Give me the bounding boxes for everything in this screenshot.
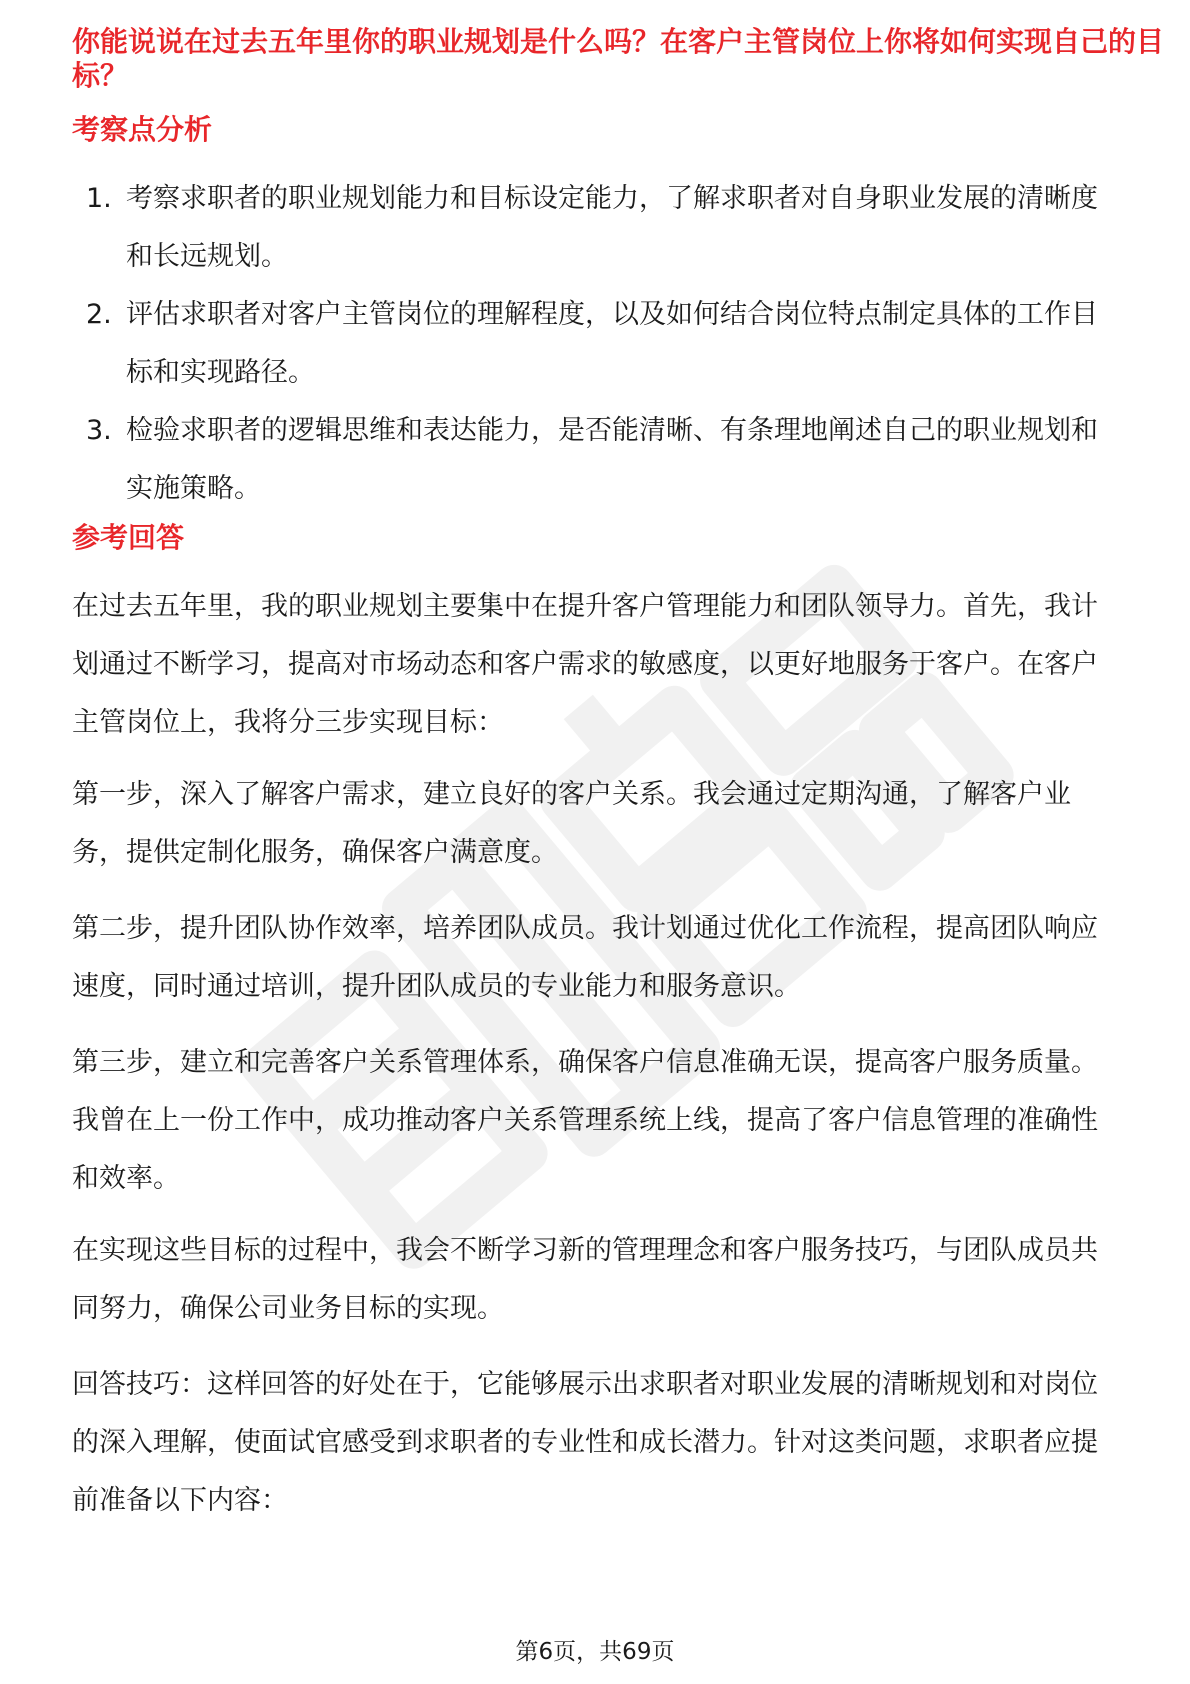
list-item: 2. 评估求职者对客户主管岗位的理解程度，以及如何结合岗位特点制定具体的工作目标和实现路径。 [86,299,1098,388]
answer-tip-paragraph: 回答技巧：这样回答的好处在于，它能够展示出求职者对职业发展的清晰规划和对岗位的深入理解，使面试官感受到求职者的专业性和成长潜力。针对这类问题，求职者应提前准备以下内容： [72,1369,1098,1516]
answer-paragraph: 在过去五年里，我的职业规划主要集中在提升客户管理能力和团队领导力。首先，我计划通过不断学习，提高对市场动态和客户需求的敏感度，以更好地服务于客户。在客户主管岗位上，我将分三步实现目标： [72,591,1098,738]
analysis-list [72,170,1120,518]
answer-paragraph: 第三步，建立和完善客户关系管理体系，确保客户信息准确无误，提高客户服务质量。我曾在上一份工作中，成功推动客户关系管理系统上线，提高了客户信息管理的准确性和效率。 [72,1047,1098,1194]
list-item: 3. 检验求职者的逻辑思维和表达能力，是否能清晰、有条理地阐述自己的职业规划和实施策略。 [86,415,1098,504]
question-tail: 标？ [72,59,129,92]
list-item: 1. 考察求职者的职业规划能力和目标设定能力，了解求职者对自身职业发展的清晰度和长远规划。 [86,183,1098,272]
answer-heading: 参考回答 [72,521,185,554]
question-cut-line: 你能说说在过去五年里你的职业规划是什么吗？在客户主管岗位上你将如何实现自己的目 [72,25,1165,58]
answer-paragraph: 第一步，深入了解客户需求，建立良好的客户关系。我会通过定期沟通，了解客户业务，提供定制化服务，确保客户满意度。 [72,779,1071,868]
page-number: 第6页，共69页 [515,1639,675,1665]
answer-paragraph: 第二步，提升团队协作效率，培养团队成员。我计划通过优化工作流程，提高团队响应速度，同时通过培训，提升团队成员的专业能力和服务意识。 [72,913,1098,1002]
answer-paragraph: 在实现这些目标的过程中，我会不断学习新的管理理念和客户服务技巧，与团队成员共同努力，确保公司业务目标的实现。 [72,1235,1098,1324]
analysis-heading: 考察点分析 [72,113,213,146]
